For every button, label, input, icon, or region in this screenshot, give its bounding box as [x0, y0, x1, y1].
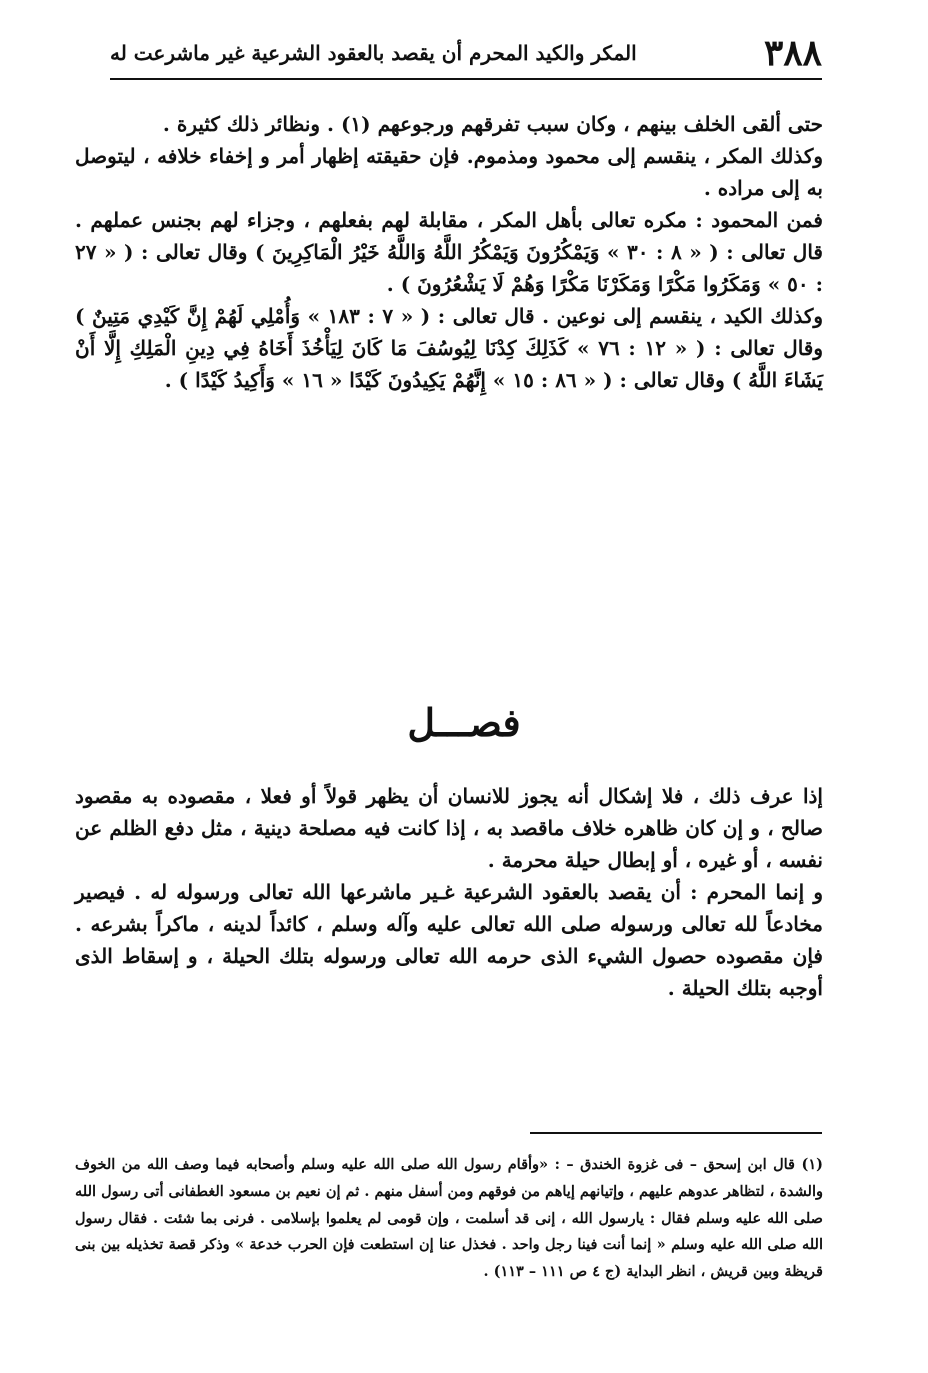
body-text-top — [75, 108, 823, 396]
page-header — [110, 28, 822, 80]
paragraph: و إنما المحرم : أن يقصد بالعقود الشرعية غـير ماشرعها الله تعالى ورسوله له . فيصير مخادعاً لله تعالى ورسوله صلى الله تعالى عليه وآله وسلم ، كائداً لدينه ، ماكراً بشرعه . فإن مقصوده حصول الشيء الذى حرمه الله تعالى ورسوله بتلك الحيلة ، و إسقاط الذى أوجبه بتلك الحيلة . — [75, 880, 823, 1000]
running-title: المكر والكيد المحرم أن يقصد بالعقود الشرعية غير ماشرعت له — [110, 41, 637, 65]
paragraph: حتى ألقى الخلف بينهم ، وكان سبب تفرقهم ورجوعهم (١) . ونظائر ذلك كثيرة . — [162, 112, 823, 136]
footnote: (١) قال ابن إسحق – فى غزوة الخندق – : «وأقام رسول الله صلى الله عليه وسلم وأصحابه فيما وصف الله من الخوف والشدة ، لتظاهر عدوهم عليهم ، وإتيانهم إياهم من فوقهم ومن أسفل منهم . ثم إن نعيم بن مسعود الغطفانى أتى رسول الله صلى الله عليه وسلم فقال : يارسول الله ، إنى قد أسلمت ، وإن قومى لم يعلموا بإسلامى . فرنى بما شئت . فقال رسول الله صلى الله عليه وسلم « إنما أنت فينا رجل واحد . فخذل عنا إن استطعت فإن الحرب خدعة » وذكر قصة تخذيله بين بنى قريظة وبين قريش ، انظر البداية (ج ٤ ص ١١١ – ١١٣) . — [75, 1156, 823, 1281]
paragraph: وكذلك المكر ، ينقسم إلى محمود ومذموم. فإن حقيقته إظهار أمر و إخفاء خلافه ، ليتوصل به إلى مراده . — [75, 144, 823, 200]
paragraph: فمن المحمود : مكره تعالى بأهل المكر ، مقابلة لهم بفعلهم ، وجزاء لهم بجنس عملهم . قال تعالى : ( « ٨ : ٣٠ » وَيَمْكُرُونَ وَيَمْكُرُ اللَّهُ وَاللَّهُ خَيْرُ الْمَاكِرِينَ ) وقال تعالى : ( « ٢٧ : ٥٠ » وَمَكَرُوا مَكْرًا وَمَكَرْنَا مَكْرًا وَهُمْ لَا يَشْعُرُونَ ) . — [75, 208, 823, 296]
body-text-bottom — [75, 780, 823, 1004]
section-heading: فصـــل — [407, 700, 521, 745]
paragraph: إذا عرف ذلك ، فلا إشكال أنه يجوز للانسان أن يظهر قولاً أو فعلا ، مقصوده به مقصود صالح ، و إن كان ظاهره خلاف ماقصد به ، إذا كانت فيه مصلحة دينية ، مثل دفع الظلم عن نفسه ، أو غيره ، أو إبطال حيلة محرمة . — [75, 784, 823, 872]
page-number: ٣٨٨ — [763, 32, 822, 74]
paragraph: وكذلك الكيد ، ينقسم إلى نوعين . قال تعالى : ( « ٧ : ١٨٣ » وَأُمْلِي لَهُمْ إِنَّ كَيْدِي مَتِينٌ ) وقال تعالى : ( « ١٢ : ٧٦ » كَذَلِكَ كِدْنَا لِيُوسُفَ مَا كَانَ لِيَأْخُذَ أَخَاهُ فِي دِينِ الْمَلِكِ إِلَّا أَنْ يَشَاءَ اللَّهُ ) وقال تعالى : ( « ٨٦ : ١٥ » إِنَّهُمْ يَكِيدُونَ كَيْدًا « ١٦ » وَأَكِيدُ كَيْدًا ) . — [75, 304, 824, 392]
footnote-divider — [530, 1132, 822, 1134]
